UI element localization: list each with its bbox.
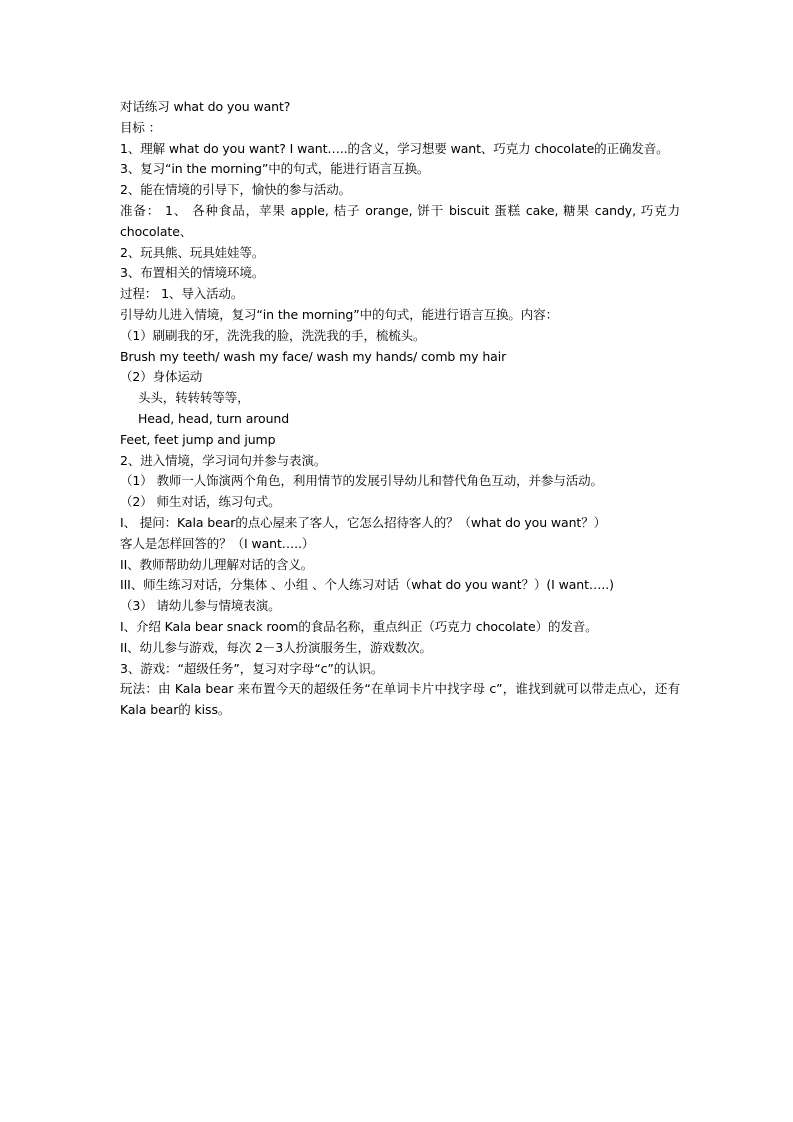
step-2-chinese: 头头，转转转等等， — [138, 390, 250, 406]
step-1-chinese: （1）刷刷我的牙，洗洗我的脸，洗洗我的手，梳梳头。 — [120, 327, 426, 343]
game-heading: 3、游戏：“超级任务”，复习对字母“c”的认识。 — [120, 660, 384, 676]
situation-item-3: （3） 请幼儿参与情境表演。 — [120, 598, 281, 614]
preparation-item-2: 2、玩具熊、玩具娃娃等。 — [120, 244, 265, 260]
goal-heading: 目标 ： — [120, 119, 162, 135]
game-rules: 玩法：由 Kala bear 来布置今天的超级任务“在单词卡片中找字母 c”，谁找到就可以带走点心，还有 Kala bear的 kiss。 — [120, 681, 680, 718]
answer-line: 客人是怎样回答的？（I want…..） — [120, 535, 315, 551]
step-2-english-feet: Feet, feet jump and jump — [120, 431, 276, 447]
step-1-english: Brush my teeth/ wash my face/ wash my hands/ comb my hair — [120, 348, 507, 364]
step-2-heading: （2）身体运动 — [120, 369, 203, 385]
question-i: I、 提问：Kala bear的点心屋来了客人，它怎么招待客人的？（what do you want？） — [120, 514, 607, 530]
preparation-item-3: 3、布置相关的情境环境。 — [120, 265, 265, 281]
situation-item-2: （2） 师生对话，练习句式。 — [120, 494, 281, 510]
preparation-item-1: 准备： 1、 各种食品，苹果 apple, 桔子 orange, 饼干 biscuit 蛋糕 cake, 糖果 candy, 巧克力 chocolate、 — [120, 202, 680, 239]
goal-item-3: 3、复习“in the morning”中的句式，能进行语言互换。 — [120, 161, 430, 177]
step-2-english-head: Head, head, turn around — [138, 410, 290, 426]
question-iii: III、师生练习对话，分集体 、小组 、个人练习对话（what do you want？）(I want…..) — [120, 577, 614, 593]
process-heading: 过程： 1、导入活动。 — [120, 286, 244, 302]
document-body — [120, 97, 680, 721]
doc-title: 对话练习 what do you want? — [120, 99, 291, 114]
question-ii: II、教师帮助幼儿理解对话的含义。 — [120, 556, 314, 572]
situation-item-1: （1） 教师一人饰演两个角色，利用情节的发展引导幼儿和替代角色互动，并参与活动。 — [120, 473, 603, 489]
snack-room-i: I、介绍 Kala bear snack room的食品名称，重点纠正（巧克力 chocolate）的发音。 — [120, 618, 598, 634]
goal-item-2: 2、能在情境的引导下，愉快的参与活动。 — [120, 182, 352, 198]
situation-heading: 2、进入情境，学习词句并参与表演。 — [120, 452, 327, 468]
process-intro: 引导幼儿进入情境，复习“in the morning”中的句式，能进行语言互换。内容： — [120, 306, 559, 322]
goal-item-1: 1、理解 what do you want? I want…..的含义，学习想要 want、巧克力 chocolate的正确发音。 — [120, 140, 669, 156]
snack-room-ii: II、幼儿参与游戏，每次 2－3人扮演服务生，游戏数次。 — [120, 639, 432, 655]
